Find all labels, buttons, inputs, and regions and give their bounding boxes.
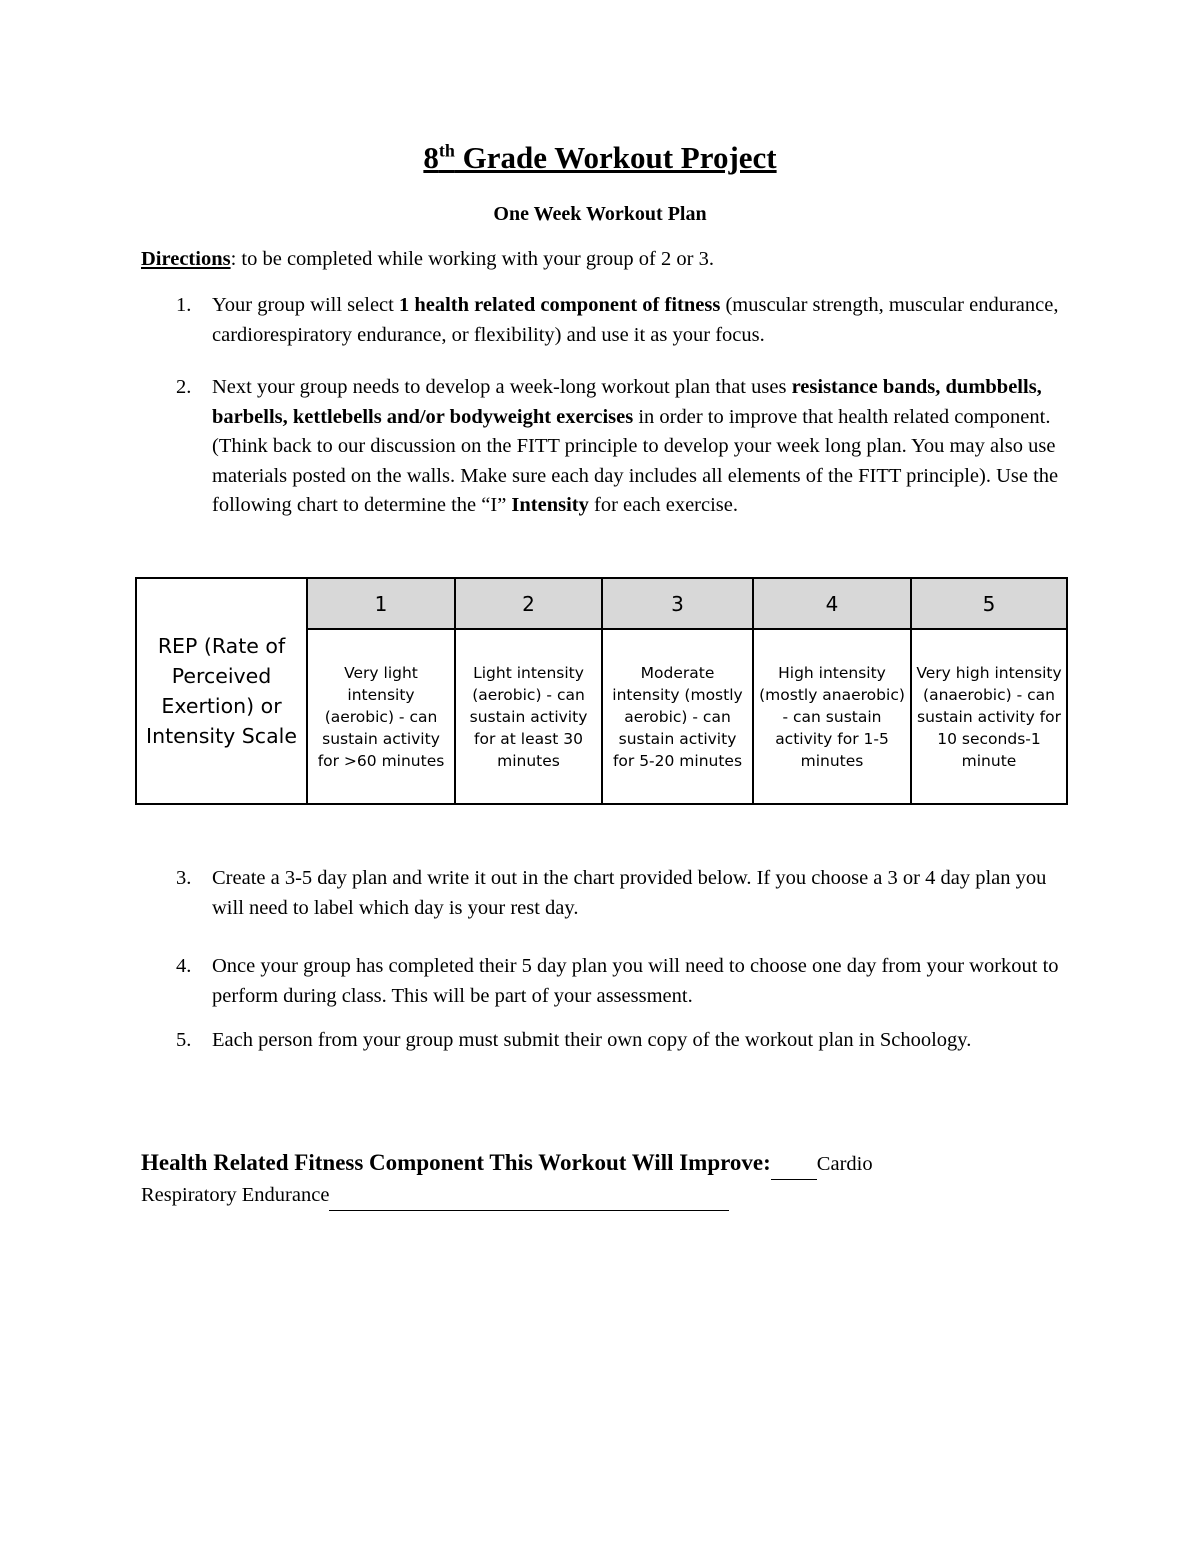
answer-blank-line [329,1180,729,1211]
item-text-part: in order to improve that health related component. (Think back to our discussion on the FITT principle to develop your week long plan. You may also use materials posted on the walls. Make sure each day includes all elements of the FITT principle). Use the following chart to determine the “I” [212,405,1059,516]
page-subtitle: One Week Workout Plan [493,203,707,225]
list-item-text [212,291,1066,350]
fitness-component-answer-2: Respiratory Endurance [141,1184,330,1206]
list-number: 3. [176,867,192,889]
rpe-desc-4: High intensity (mostly anaerobic) - can sustain activity for 1-5 minutes [753,629,911,804]
title-text: Grade Workout Project [454,140,777,175]
list-item-text: Each person from your group must submit their own copy of the workout plan in Schoology. [212,1029,972,1051]
fitness-component-label: Health Related Fitness Component This Workout Will Improve: [141,1150,771,1175]
item-text-part: Next your group needs to develop a week-long workout plan that uses [212,376,792,398]
rpe-desc-1: Very light intensity (aerobic) - can sustain activity for >60 minutes [307,629,455,804]
rpe-level-4: 4 [753,578,911,629]
item-text-part: for each exercise. [588,494,738,516]
list-item-2 [176,373,1066,521]
fitness-component-field [141,1148,1041,1211]
rpe-level-3: 3 [602,578,753,629]
list-item-1 [176,291,1066,350]
fitness-component-answer-1: Cardio [816,1153,873,1175]
list-number: 5. [176,1029,192,1051]
list-item-5 [176,1026,1066,1056]
list-item-text: Create a 3-5 day plan and write it out in the chart provided below. If you choose a 3 or 4 day plan you will need to label which day is your rest day. [212,867,1047,919]
title-number: 8 [423,140,439,175]
item-text-part: Your group will select [212,294,399,316]
rpe-level-5: 5 [911,578,1067,629]
rpe-level-1: 1 [307,578,455,629]
directions-label: Directions [141,248,231,270]
list-number: 2. [176,376,192,398]
item-bold-part: resistance bands, dumbbells, barbells, kettlebells and/or bodyweight exercises [212,376,1042,428]
list-number: 1. [176,294,192,316]
rpe-intensity-table [135,577,1068,805]
rpe-desc-3: Moderate intensity (mostly aerobic) - can sustain activity for 5-20 minutes [602,629,753,804]
item-bold-part: Intensity [511,494,589,516]
list-item-text [212,373,1066,521]
list-item-text: Once your group has completed their 5 day plan you will need to choose one day from your workout to perform during class. This will be part of your assessment. [212,955,1059,1007]
page-title [0,140,1200,176]
item-bold-part: 1 health related component of fitness [398,294,721,316]
answer-blank-line [771,1149,817,1180]
rpe-scale-label: REP (Rate of Perceived Exertion) or Intensity Scale [136,578,307,804]
title-superscript: th [438,140,455,161]
rpe-desc-2: Light intensity (aerobic) - can sustain activity for at least 30 minutes [455,629,602,804]
list-item-3 [176,864,1066,923]
item-text-part: (muscular strength, muscular endurance, cardiorespiratory endurance, or flexibility) and use it as your focus. [212,294,1059,346]
directions-text: : to be completed while working with your group of 2 or 3. [230,248,714,270]
rpe-desc-5: Very high intensity (anaerobic) - can sustain activity for 10 seconds-1 minute [911,629,1067,804]
list-item-4 [176,952,1066,1011]
list-number: 4. [176,955,192,977]
directions [141,248,1081,271]
rpe-level-2: 2 [455,578,602,629]
